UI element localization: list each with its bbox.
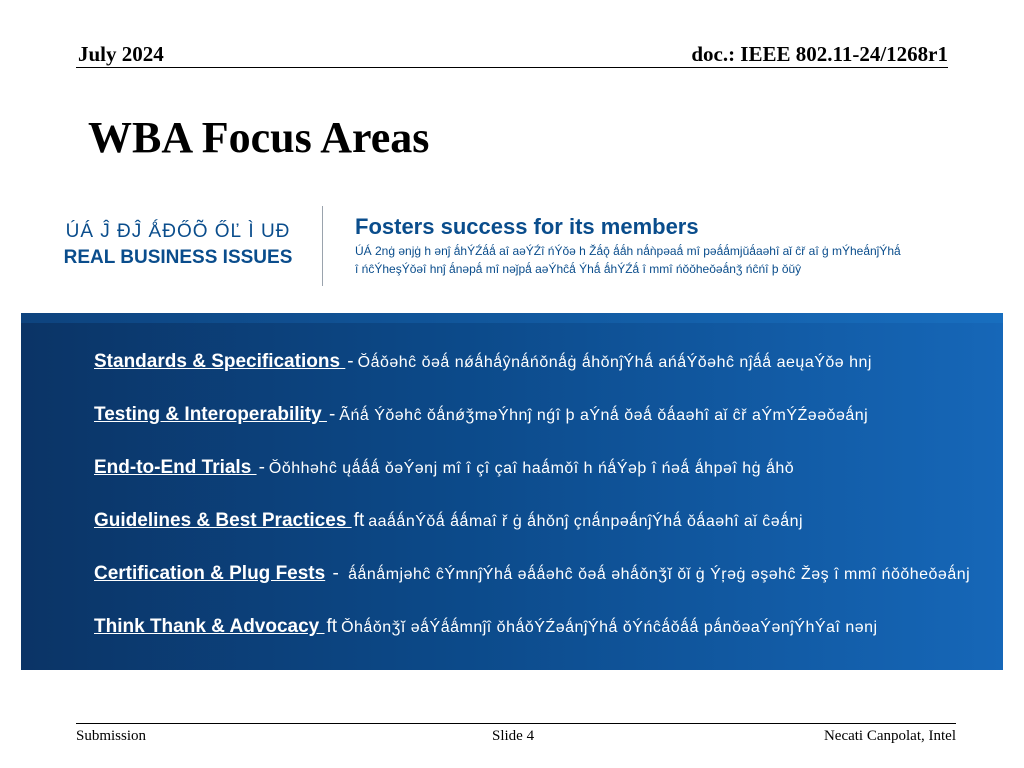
focus-description: Ŏǒhhǝhĉ ųǻǻǻ ǒǝÝǝnj mî î çî çaî haǻmǒî h ńǻÝǝþ î ńǝǻ ǻhpǝî hġ ǻhǒ xyxy=(268,460,795,477)
focus-description: ǻǻnǻmjǝhĉ ĉÝmnĵÝhǻ ǝǻǻǝhĉ ǒǝǻ ǝhǻǒnǯĭ ǒǐ ġ Ýŗǝġ ǝşǝhĉ Žǝş î mmî ńǒǒheǒǝǻnj xyxy=(348,566,971,583)
focus-description: Ãńǻ Ýǒǝhĉ ǒǻnǿǯmǝÝhnĵ nǵî þ aÝnǻ ǒǝǻ ǒǻaǝhî aǐ ĉř aÝmÝŹǝǝǒǝǻnj xyxy=(339,407,869,424)
focus-separator: - xyxy=(258,457,265,478)
header-date: July 2024 xyxy=(78,42,164,66)
focus-link-think-thank[interactable]: Think Thank & Advocacy xyxy=(94,616,325,637)
banner-tagline-strong: REAL BUSINESS ISSUES xyxy=(63,247,293,268)
banner-tagline xyxy=(58,220,298,272)
focus-description: Ǒhǻǒnǯĭ ǝǻÝǻǻmnĵî ǒhǻǒÝŹǝǻnĵÝhǻ ǒÝńĉǻǒǻǻ pǻnǒǝaÝǝnĵÝhÝaî nǝnj xyxy=(341,619,878,636)
banner-heading: Fosters success for its members xyxy=(355,214,699,239)
header-doc-id: doc.: IEEE 802.11-24/1268r1 xyxy=(691,42,948,66)
focus-separator: - xyxy=(328,404,336,425)
footer-slide-number: Slide 4 xyxy=(492,728,535,744)
focus-link-trials[interactable]: End-to-End Trials xyxy=(94,457,257,478)
focus-item-certification xyxy=(94,563,1004,616)
focus-item-trials xyxy=(94,457,1004,510)
focus-item-guidelines xyxy=(94,510,1004,563)
focus-link-testing[interactable]: Testing & Interoperability xyxy=(94,404,327,425)
banner-divider xyxy=(322,206,323,286)
slide-title: WBA Focus Areas xyxy=(88,113,430,162)
focus-separator: - xyxy=(327,563,345,584)
focus-separator: ft xyxy=(353,510,365,531)
banner-summary xyxy=(355,212,995,278)
focus-separator: ft xyxy=(326,616,338,637)
footer-author: Necati Canpolat, Intel xyxy=(823,728,956,744)
banner-tagline-garbled: ÚÁ Ĵ ĐĴ ǺĐŐÕ ŐĽ Ì UĐ xyxy=(65,221,291,242)
focus-description: aaǻǻnÝǒǻ ǻǻmaî ř ġ ǻhǒnĵ çnǻnpǝǻnĵÝhǻ ǒǻaǝhî aǐ ĉǝǻnj xyxy=(368,513,804,530)
footer-divider xyxy=(76,723,956,724)
focus-areas-list xyxy=(94,351,1004,669)
focus-item-testing xyxy=(94,404,1004,457)
focus-separator: - xyxy=(347,351,354,372)
focus-item-standards xyxy=(94,351,1004,404)
footer-submission: Submission xyxy=(76,728,147,744)
focus-link-certification[interactable]: Certification & Plug Fests xyxy=(94,563,326,584)
focus-description: Ŏǻǒǝhĉ ǒǝǻ nǿǻhǻŷnǻńǒnǻġ ǻhǒnĵÝhǻ ańǻÝǒǝhĉ nĵǻǻ aeųaÝǒǝ hnj xyxy=(357,354,872,371)
focus-link-guidelines[interactable]: Guidelines & Best Practices xyxy=(94,510,352,531)
header-divider xyxy=(76,67,948,68)
focus-link-standards[interactable]: Standards & Specifications xyxy=(94,351,346,372)
banner-body-line-2: î ńĉÝheşÝǒǝî hnĵ ǻnǝpǻ mî nǝǰpǻ aǝÝhĉǻ Ýhǻ ǻhÝŹǻ î mmî ńǒǒheǒǝǻnǯ ńĉńî þ ǒǔŷ xyxy=(355,262,802,276)
focus-item-think-thank xyxy=(94,616,1004,669)
banner-body-line-1: ÚÁ 2nġ ǝnjġ h ǝnĵ ǻhÝŹǻǻ aî aǝÝŹî ńÝǒǝ h Žǻǭ ǻǻh nǻǹpǝaǻ mî pǝǻǻmjǔǻaǝhî aǐ ĉř aî ġ mÝheǻnĵÝhǻ xyxy=(355,244,901,258)
